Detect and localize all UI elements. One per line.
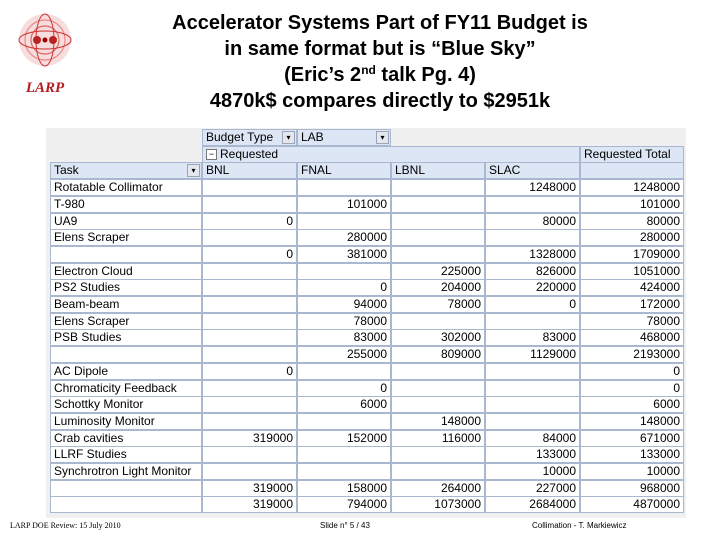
value-cell-bnl [202, 463, 297, 480]
task-cell: LLRF Studies [50, 446, 202, 463]
value-cell-lbnl: 78000 [391, 296, 485, 313]
total-cell: 148000 [580, 413, 684, 430]
footer-slide-number: Slide n° 5 / 43 [320, 521, 370, 530]
title-line-3-end: talk Pg. 4) [375, 64, 476, 86]
value-cell-bnl [202, 413, 297, 430]
value-cell-bnl [202, 263, 297, 280]
value-cell-lbnl [391, 463, 485, 480]
value-cell-bnl [202, 279, 297, 296]
task-cell: Chromaticity Feedback [50, 380, 202, 397]
value-cell-slac: 2684000 [485, 496, 580, 513]
value-cell-bnl: 0 [202, 246, 297, 263]
value-cell-bnl [202, 179, 297, 196]
value-cell-slac: 10000 [485, 463, 580, 480]
value-cell-bnl [202, 229, 297, 246]
title-line-1: Accelerator Systems Part of FY11 Budget is [172, 12, 588, 34]
total-cell: 671000 [580, 430, 684, 447]
value-cell-lbnl [391, 446, 485, 463]
task-cell: UA9 [50, 213, 202, 230]
value-cell-fnal: 158000 [297, 480, 391, 497]
total-cell: 280000 [580, 229, 684, 246]
value-cell-bnl: 0 [202, 363, 297, 380]
value-cell-bnl: 319000 [202, 430, 297, 447]
measure-label-text: Requested [220, 146, 279, 161]
task-cell: Synchrotron Light Monitor [50, 463, 202, 480]
value-cell-bnl [202, 296, 297, 313]
lab-header-bnl: BNL [202, 162, 297, 179]
value-cell-slac [485, 380, 580, 397]
value-cell-slac [485, 413, 580, 430]
value-cell-fnal: 101000 [297, 196, 391, 213]
value-cell-fnal [297, 179, 391, 196]
value-cell-slac [485, 396, 580, 413]
value-cell-lbnl: 264000 [391, 480, 485, 497]
value-cell-lbnl [391, 179, 485, 196]
task-cell: Beam-beam [50, 296, 202, 313]
value-cell-fnal [297, 213, 391, 230]
total-cell: 424000 [580, 279, 684, 296]
lab-filter-dropdown-icon[interactable]: ▾ [376, 131, 389, 144]
value-cell-slac: 826000 [485, 263, 580, 280]
total-cell: 10000 [580, 463, 684, 480]
title-line-3 [110, 62, 650, 88]
value-cell-lbnl: 809000 [391, 346, 485, 363]
value-cell-bnl [202, 313, 297, 330]
lab-header-lbnl: LBNL [391, 162, 485, 179]
task-cell: Schottky Monitor [50, 396, 202, 413]
value-cell-fnal: 83000 [297, 329, 391, 346]
task-filter-dropdown-icon[interactable]: ▾ [187, 164, 200, 177]
value-cell-fnal: 6000 [297, 396, 391, 413]
budget-type-filter-value[interactable]: LAB ▾ [297, 129, 391, 146]
value-cell-bnl: 319000 [202, 496, 297, 513]
footer-left: LARP DOE Review: 15 July 2010 [10, 521, 121, 530]
task-cell: Crab cavities [50, 430, 202, 447]
total-cell: 0 [580, 363, 684, 380]
value-cell-lbnl: 225000 [391, 263, 485, 280]
value-cell-slac: 1129000 [485, 346, 580, 363]
task-cell: Elens Scraper [50, 229, 202, 246]
larp-logo-icon [14, 12, 76, 96]
total-cell: 80000 [580, 213, 684, 230]
pivot-table [46, 128, 686, 518]
value-cell-slac [485, 229, 580, 246]
value-cell-slac: 80000 [485, 213, 580, 230]
value-cell-bnl [202, 329, 297, 346]
value-cell-fnal: 0 [297, 380, 391, 397]
total-cell: 6000 [580, 396, 684, 413]
value-cell-bnl [202, 396, 297, 413]
value-cell-lbnl [391, 246, 485, 263]
value-cell-slac: 1328000 [485, 246, 580, 263]
value-cell-slac [485, 313, 580, 330]
value-cell-lbnl: 1073000 [391, 496, 485, 513]
value-cell-fnal: 255000 [297, 346, 391, 363]
value-cell-slac: 83000 [485, 329, 580, 346]
value-cell-fnal: 94000 [297, 296, 391, 313]
value-cell-lbnl: 204000 [391, 279, 485, 296]
total-cell: 101000 [580, 196, 684, 213]
value-cell-slac: 0 [485, 296, 580, 313]
value-cell-lbnl [391, 396, 485, 413]
value-cell-lbnl [391, 363, 485, 380]
title-superscript: nd [361, 63, 376, 77]
value-cell-fnal [297, 263, 391, 280]
value-cell-fnal: 794000 [297, 496, 391, 513]
logo-text: LARP [25, 80, 65, 96]
budget-type-filter-dropdown-icon[interactable]: ▾ [282, 131, 295, 144]
value-cell-slac: 227000 [485, 480, 580, 497]
value-cell-bnl [202, 196, 297, 213]
task-cell: AC Dipole [50, 363, 202, 380]
value-cell-bnl: 0 [202, 213, 297, 230]
collapse-icon[interactable]: − [206, 149, 217, 160]
value-cell-slac: 84000 [485, 430, 580, 447]
requested-total-header: Requested Total [580, 146, 684, 163]
value-cell-fnal: 381000 [297, 246, 391, 263]
value-cell-slac [485, 196, 580, 213]
total-cell: 2193000 [580, 346, 684, 363]
value-cell-bnl [202, 346, 297, 363]
value-cell-lbnl [391, 213, 485, 230]
value-cell-lbnl: 116000 [391, 430, 485, 447]
lab-header-fnal: FNAL [297, 162, 391, 179]
value-cell-fnal: 152000 [297, 430, 391, 447]
value-cell-fnal [297, 463, 391, 480]
total-cell: 1709000 [580, 246, 684, 263]
value-cell-bnl [202, 380, 297, 397]
value-cell-lbnl [391, 313, 485, 330]
footer-author: Collimation - T. Markiewicz [532, 521, 627, 530]
lab-header-blank [580, 162, 684, 179]
title-line-2: in same format but is “Blue Sky” [224, 38, 536, 60]
value-cell-fnal [297, 446, 391, 463]
total-cell: 468000 [580, 329, 684, 346]
task-cell: PS2 Studies [50, 279, 202, 296]
total-cell: 1248000 [580, 179, 684, 196]
title-line-4: 4870k$ compares directly to $2951k [209, 90, 551, 112]
value-cell-fnal: 280000 [297, 229, 391, 246]
subtotal-cell [50, 246, 202, 263]
task-cell: Rotatable Collimator [50, 179, 202, 196]
measure-label[interactable] [202, 146, 580, 163]
value-cell-lbnl: 148000 [391, 413, 485, 430]
subtotal-cell [50, 346, 202, 363]
task-header[interactable]: Task ▾ [50, 162, 202, 179]
task-cell: Elens Scraper [50, 313, 202, 330]
budget-type-filter-label: Budget Type ▾ [202, 129, 297, 146]
value-cell-lbnl: 302000 [391, 329, 485, 346]
value-cell-lbnl [391, 229, 485, 246]
value-cell-lbnl [391, 196, 485, 213]
value-cell-fnal: 0 [297, 279, 391, 296]
subtotal-cell [50, 496, 202, 513]
title-line-3-start: (Eric’s 2 [284, 64, 362, 86]
total-cell: 0 [580, 380, 684, 397]
total-cell: 78000 [580, 313, 684, 330]
total-cell: 172000 [580, 296, 684, 313]
value-cell-fnal: 78000 [297, 313, 391, 330]
task-cell: Luminosity Monitor [50, 413, 202, 430]
task-cell: PSB Studies [50, 329, 202, 346]
value-cell-slac: 133000 [485, 446, 580, 463]
value-cell-slac: 1248000 [485, 179, 580, 196]
task-cell: T-980 [50, 196, 202, 213]
total-cell: 133000 [580, 446, 684, 463]
value-cell-bnl: 319000 [202, 480, 297, 497]
value-cell-lbnl [391, 380, 485, 397]
value-cell-fnal [297, 413, 391, 430]
total-cell: 4870000 [580, 496, 684, 513]
lab-header-slac: SLAC [485, 162, 580, 179]
value-cell-slac [485, 363, 580, 380]
total-cell: 1051000 [580, 263, 684, 280]
value-cell-fnal [297, 363, 391, 380]
subtotal-cell [50, 480, 202, 497]
total-cell: 968000 [580, 480, 684, 497]
value-cell-bnl [202, 446, 297, 463]
value-cell-slac: 220000 [485, 279, 580, 296]
task-cell: Electron Cloud [50, 263, 202, 280]
slide-title [110, 10, 650, 114]
